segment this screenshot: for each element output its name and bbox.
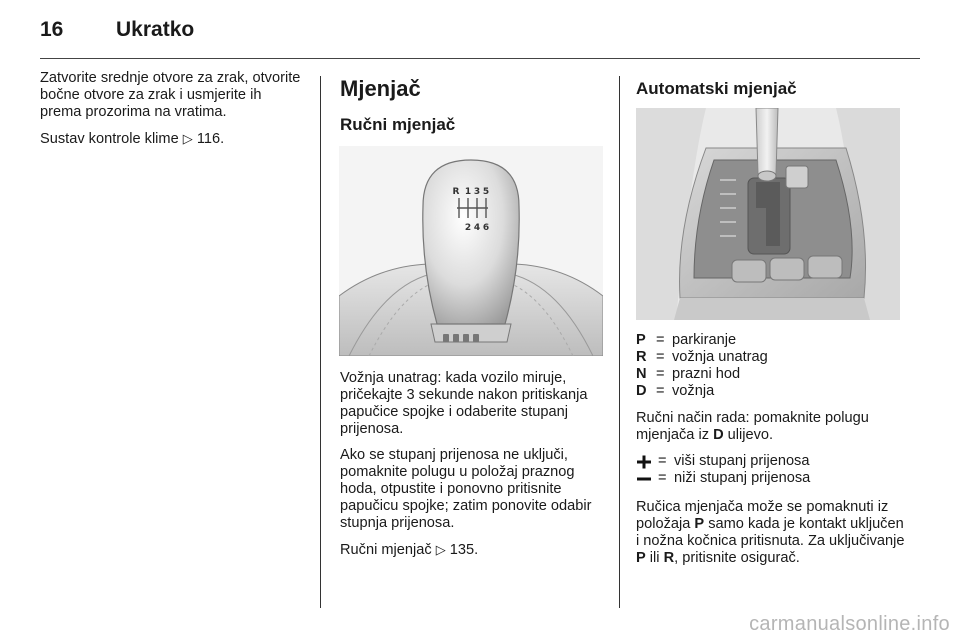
paragraph-manual-ref: Ručni mjenjač ▷ 135. [340, 542, 479, 558]
column-divider-2 [619, 76, 620, 608]
column-right-heading [636, 78, 906, 100]
legend-row-plus: = viši stupanj prijenosa [636, 453, 906, 470]
page-reference-link[interactable]: 116. [196, 131, 225, 147]
knob-label-r: R [452, 187, 460, 197]
paragraph-gear-not-engaged: Ako se stupanj prijenosa ne uključi, pomaknite polugu u položaj praznog hoda, otpustite i ponovno pritisnite papučicu spojke; zatim ponovite odabir stupnja prijenosa. [340, 447, 592, 531]
page-number: 16 [40, 18, 64, 41]
header-divider [40, 58, 920, 59]
knob-label-4: 4 [473, 223, 481, 233]
shift-legend [636, 453, 906, 487]
knob-label-3: 3 [473, 187, 481, 197]
legend-row-r: R = vožnja unatrag [636, 349, 768, 365]
subsection-title-automatic: Automatski mjenjač [636, 79, 797, 98]
column-middle-text [340, 370, 606, 568]
page-ref-arrow-icon: ▷ [435, 542, 446, 557]
paragraph-climate-ref: Sustav kontrole klime ▷ 116. [40, 131, 225, 147]
subsection-title-manual: Ručni mjenjač [340, 115, 456, 134]
paragraph-lever-release: Ručica mjenjača može se pomaknuti iz položaja P samo kada je kontakt uključen i nožna kočnica pritisnuta. Za uključivanje P ili R, pritisnite osigurač. [636, 499, 905, 566]
page-reference-link[interactable]: 135. [449, 542, 479, 558]
gear-position-legend [636, 332, 906, 400]
paragraph-manual-mode: Ručni način rada: pomaknite polugu mjenjača iz D ulijevo. [636, 410, 869, 443]
legend-row-p: P = parkiranje [636, 332, 737, 348]
paragraph-reverse: Vožnja unatrag: kada vozilo miruje, pričekajte 3 sekunde nakon pritiskanja papučice spojke i odaberite stupanj prijenosa. [340, 370, 588, 437]
knob-label-6: 6 [482, 223, 490, 233]
manual-gearshift-illustration [339, 146, 603, 356]
knob-label-5: 5 [482, 187, 490, 197]
column-left [40, 70, 302, 157]
gear-knob-icon [339, 146, 603, 356]
legend-row-n: N = prazni hod [636, 366, 741, 382]
page-title: Ukratko [116, 18, 195, 41]
page-ref-arrow-icon: ▷ [182, 131, 193, 146]
selector-lever-icon [636, 108, 900, 320]
paragraph-air-vents: Zatvorite srednje otvore za zrak, otvorite bočne otvore za zrak i usmjerite ih prema prozorima na vratima. [40, 70, 301, 120]
page-header [40, 18, 920, 58]
plus-icon [636, 453, 658, 470]
column-middle [340, 76, 602, 136]
column-right-text [636, 332, 906, 576]
legend-row-d: D = vožnja [636, 383, 715, 399]
knob-label-2: 2 [464, 223, 472, 233]
section-title: Mjenjač [340, 76, 421, 101]
legend-row-minus: = niži stupanj prijenosa [636, 470, 906, 487]
column-divider-1 [320, 76, 321, 608]
watermark: carmanualsonline.info [749, 613, 950, 635]
knob-label-1: 1 [464, 187, 472, 197]
automatic-transmission-illustration [636, 108, 900, 320]
minus-icon [636, 470, 658, 487]
